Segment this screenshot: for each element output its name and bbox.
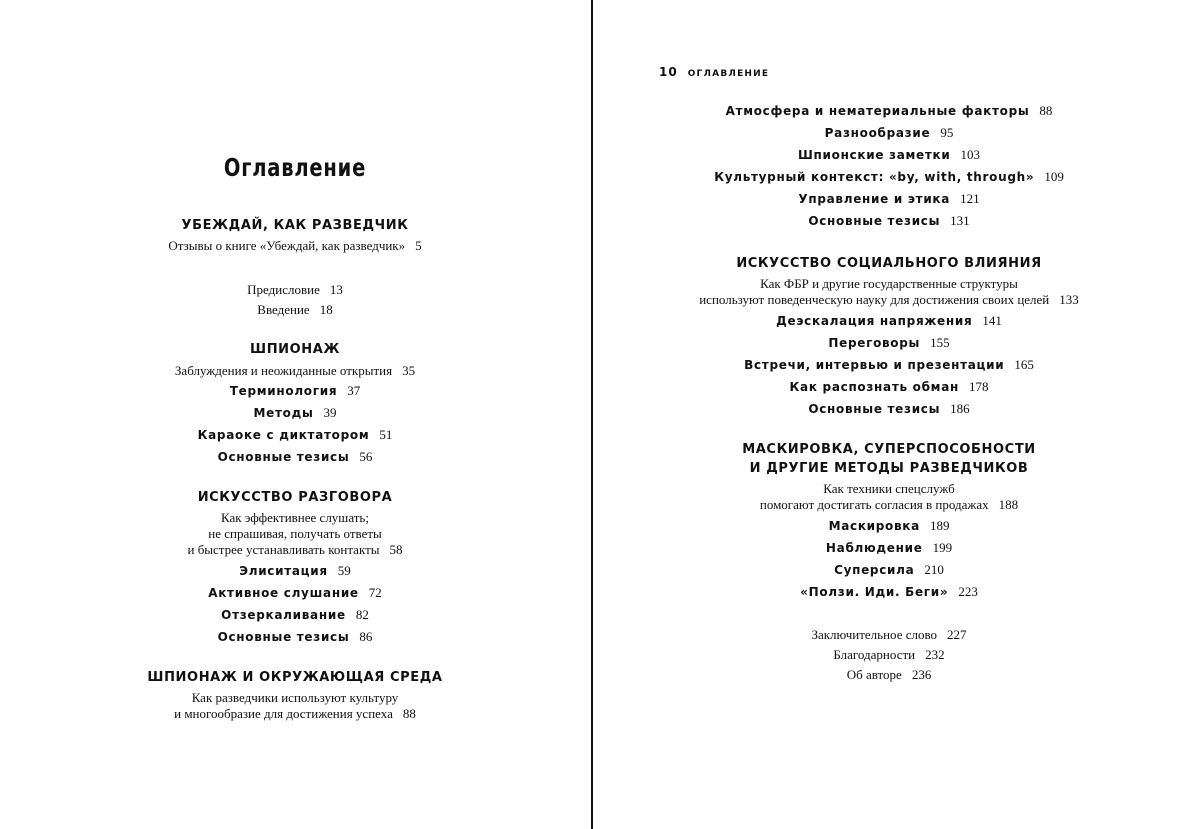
page-number: 121 bbox=[960, 191, 980, 206]
toc-entry[interactable]: Предисловие 13 bbox=[247, 282, 343, 297]
page-number: 51 bbox=[379, 427, 393, 442]
toc-entry[interactable]: Заключительное слово 227 bbox=[811, 627, 967, 642]
toc-chapter[interactable]: Разнообразие 95 bbox=[824, 125, 954, 140]
toc-chapter[interactable]: Терминология 37 bbox=[229, 383, 361, 398]
page-number: 95 bbox=[940, 125, 954, 140]
section-heading: ИСКУССТВО РАЗГОВОРА bbox=[197, 490, 393, 505]
page-number: 186 bbox=[950, 401, 970, 416]
table-of-contents-right bbox=[594, 100, 1184, 685]
running-head bbox=[659, 64, 769, 80]
toc-chapter[interactable]: Деэскалация напряжения 141 bbox=[776, 313, 1002, 328]
section-heading: ИСКУССТВО СОЦИАЛЬНОГО ВЛИЯНИЯ bbox=[736, 256, 1042, 271]
toc-chapter[interactable]: Методы 39 bbox=[253, 405, 337, 420]
page-number: 165 bbox=[1014, 357, 1034, 372]
folio-page-number: 10 bbox=[659, 65, 678, 79]
book-spine-divider bbox=[591, 0, 593, 829]
toc-chapter[interactable]: Отзеркаливание 82 bbox=[221, 607, 369, 622]
page-number: 141 bbox=[982, 313, 1002, 328]
section-heading: ШПИОНАЖ bbox=[250, 342, 340, 357]
toc-entry[interactable]: Как ФБР и другие государственные структуры используют поведенческую науку для достижения своих целей 133 bbox=[699, 276, 1079, 307]
page-number: 232 bbox=[925, 647, 945, 662]
toc-chapter[interactable]: Встречи, интервью и презентации 165 bbox=[744, 357, 1034, 372]
page-number: 5 bbox=[415, 238, 422, 253]
page-number: 58 bbox=[389, 542, 403, 557]
running-head-title: ОГЛАВЛЕНИЕ bbox=[687, 69, 770, 79]
toc-chapter[interactable]: Переговоры 155 bbox=[828, 335, 950, 350]
toc-entry[interactable]: Как эффективнее слушать; не спрашивая, получать ответы и быстрее устанавливать контакты 58 bbox=[187, 510, 403, 557]
page-number: 227 bbox=[947, 627, 967, 642]
page-number: 88 bbox=[1039, 103, 1053, 118]
page-number: 18 bbox=[319, 302, 333, 317]
toc-chapter[interactable]: Как распознать обман 178 bbox=[789, 379, 989, 394]
toc-entry[interactable]: Об авторе 236 bbox=[846, 667, 932, 682]
toc-chapter[interactable]: Атмосфера и нематериальные факторы 88 bbox=[725, 103, 1053, 118]
section-heading: УБЕЖДАЙ, КАК РАЗВЕДЧИК bbox=[181, 218, 409, 233]
toc-entry[interactable]: Отзывы о книге «Убеждай, как разведчик» 5 bbox=[168, 238, 422, 253]
toc-entry[interactable]: Как техники спецслужб помогают достигать согласия в продажах 188 bbox=[759, 481, 1019, 512]
page-number: 82 bbox=[355, 607, 369, 622]
page-number: 59 bbox=[337, 563, 351, 578]
page-number: 236 bbox=[911, 667, 932, 682]
page-number: 109 bbox=[1044, 169, 1064, 184]
page-number: 133 bbox=[1059, 292, 1079, 307]
toc-chapter[interactable]: Управление и этика 121 bbox=[798, 191, 980, 206]
toc-chapter[interactable]: Наблюдение 199 bbox=[825, 540, 953, 555]
page-number: 199 bbox=[932, 540, 953, 555]
toc-entry[interactable]: Введение 18 bbox=[257, 302, 333, 317]
page-number: 37 bbox=[347, 383, 361, 398]
page-number: 188 bbox=[998, 497, 1019, 512]
toc-chapter[interactable]: «Ползи. Иди. Беги» 223 bbox=[800, 584, 978, 599]
page-number: 103 bbox=[960, 147, 980, 162]
toc-chapter[interactable]: Основные тезисы 186 bbox=[808, 401, 970, 416]
table-of-contents-left bbox=[45, 150, 545, 722]
page-number: 223 bbox=[958, 584, 978, 599]
page-number: 72 bbox=[368, 585, 382, 600]
toc-chapter[interactable]: Основные тезисы 56 bbox=[217, 449, 373, 464]
toc-chapter[interactable]: Караоке с диктатором 51 bbox=[197, 427, 393, 442]
section-heading: МАСКИРОВКА, СУПЕРСПОСОБНОСТИ И ДРУГИЕ МЕТОДЫ РАЗВЕДЧИКОВ bbox=[742, 442, 1036, 476]
page-number: 131 bbox=[950, 213, 970, 228]
section-heading: ШПИОНАЖ И ОКРУЖАЮЩАЯ СРЕДА bbox=[147, 670, 443, 685]
toc-chapter[interactable]: Активное слушание 72 bbox=[208, 585, 382, 600]
toc-chapter[interactable]: Суперсила 210 bbox=[834, 562, 944, 577]
toc-entry[interactable]: Благодарности 232 bbox=[833, 647, 945, 662]
toc-chapter[interactable]: Шпионские заметки 103 bbox=[798, 147, 980, 162]
right-page bbox=[594, 0, 1184, 829]
toc-chapter[interactable]: Элиситация 59 bbox=[239, 563, 351, 578]
toc-entry[interactable]: Как разведчики используют культуру и многообразие для достижения успеха 88 bbox=[174, 690, 416, 721]
page-number: 56 bbox=[359, 449, 373, 464]
page-number: 39 bbox=[323, 405, 337, 420]
page-number: 155 bbox=[930, 335, 950, 350]
toc-chapter[interactable]: Маскировка 189 bbox=[828, 518, 950, 533]
page-number: 86 bbox=[359, 629, 373, 644]
page-number: 210 bbox=[924, 562, 944, 577]
page-number: 13 bbox=[329, 282, 343, 297]
page-number: 189 bbox=[929, 518, 950, 533]
toc-chapter[interactable]: Основные тезисы 131 bbox=[808, 213, 970, 228]
toc-chapter[interactable]: Основные тезисы 86 bbox=[217, 629, 373, 644]
page-number: 178 bbox=[968, 379, 989, 394]
page-number: 88 bbox=[402, 706, 416, 721]
toc-chapter[interactable]: Культурный контекст: «by, with, through» 109 bbox=[714, 169, 1064, 184]
toc-entry[interactable]: Заблуждения и неожиданные открытия 35 bbox=[174, 363, 416, 378]
page-title: Оглавление bbox=[223, 153, 367, 182]
page-number: 35 bbox=[402, 363, 416, 378]
